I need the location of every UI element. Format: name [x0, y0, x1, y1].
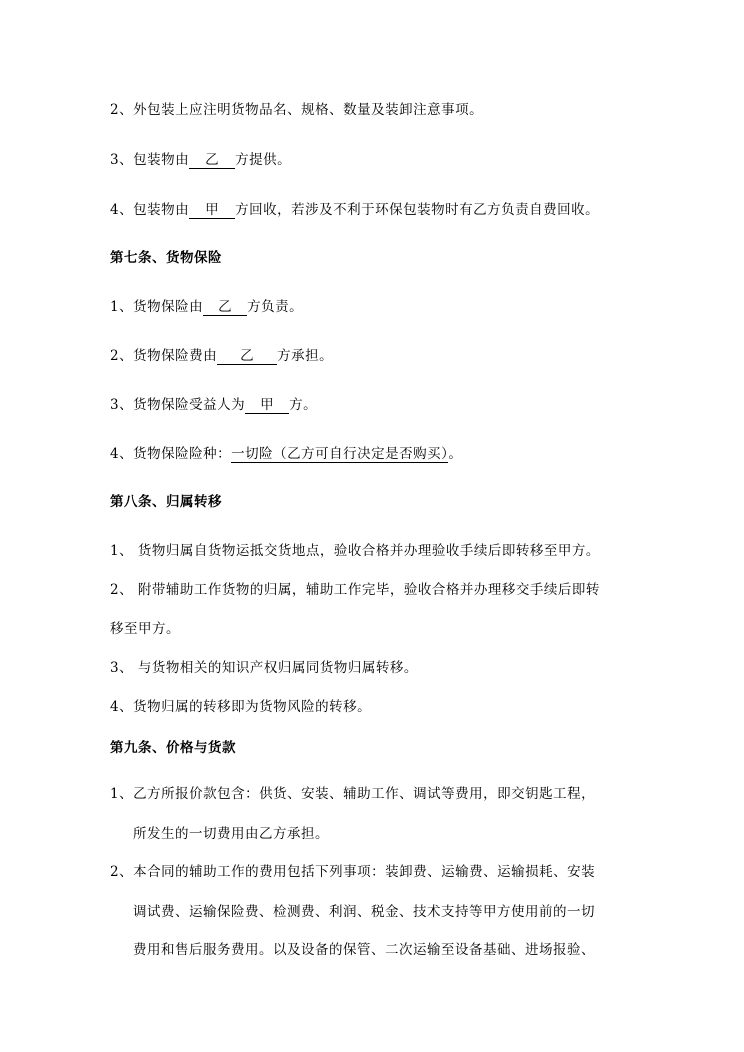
clause-8-2-line2: 移至甲方。 [110, 621, 180, 637]
article-8-heading: 第八条、归属转移 [110, 494, 222, 510]
clause-6-3-post: 方提供。 [235, 152, 292, 168]
clause-8-4: 4、货物归属的转移即为货物风险的转移。 [110, 699, 372, 715]
clause-6-3-blank: 乙 [189, 153, 235, 169]
clause-6-4 [110, 198, 599, 219]
clause-7-2-post: 方承担。 [277, 348, 334, 364]
article-7-heading: 第七条、货物保险 [110, 250, 222, 266]
clause-7-2-blank: 乙 [217, 349, 277, 365]
clause-7-4-blank: 一切险（乙方可自行决定是否购买） [231, 446, 449, 462]
clause-9-1-line1: 1、乙方所报价款包含：供货、安装、辅助工作、调试等费用，即交钥匙工程， [110, 786, 596, 802]
clause-7-2-pre: 2、货物保险费由 [110, 348, 218, 364]
clause-7-1-post: 方负责。 [247, 299, 304, 315]
clause-7-3 [110, 393, 317, 414]
article-9-heading: 第九条、价格与货款 [110, 740, 236, 756]
clause-7-4 [110, 442, 462, 462]
clause-9-2-line1: 2、本合同的辅助工作的费用包括下列事项：装卸费、运输费、运输损耗、安装 [110, 864, 596, 880]
clause-6-2: 2、外包装上应注明货物品名、规格、数量及装卸注意事项。 [110, 102, 484, 118]
clause-8-1: 1、 货物归属自货物运抵交货地点，验收合格并办理验收手续后即转移至甲方。 [110, 543, 600, 559]
clause-7-1 [110, 295, 303, 316]
clause-8-3: 3、 与货物相关的知识产权归属同货物归属转移。 [110, 660, 418, 676]
clause-7-2 [110, 344, 333, 365]
clause-7-1-blank: 乙 [203, 300, 247, 316]
clause-7-3-blank: 甲 [245, 398, 289, 414]
clause-6-3 [110, 148, 291, 169]
clause-9-1-line2: 所发生的一切费用由乙方承担。 [133, 826, 329, 842]
clause-7-4-pre: 4、货物保险险种： [110, 446, 232, 462]
clause-7-4-post: 。 [448, 446, 463, 462]
clause-6-4-blank: 甲 [189, 203, 235, 219]
clause-6-4-pre: 4、包装物由 [110, 202, 190, 218]
clause-7-1-pre: 1、货物保险由 [110, 299, 204, 315]
clause-7-3-pre: 3、货物保险受益人为 [110, 397, 246, 413]
clause-6-4-post: 方回收，若涉及不利于环保包装物时有乙方负责自费回收。 [235, 202, 600, 218]
clause-9-2-line2: 调试费、运输保险费、检测费、利润、税金、技术支持等甲方使用前的一切 [133, 904, 595, 920]
clause-9-2-line3: 费用和售后服务费用。以及设备的保管、二次运输至设备基础、进场报验、 [133, 942, 595, 958]
clause-7-3-post: 方。 [289, 397, 318, 413]
clause-6-3-pre: 3、包装物由 [110, 152, 190, 168]
clause-8-2-line1: 2、 附带辅助工作货物的归属，辅助工作完毕，验收合格并办理移交手续后即转 [110, 582, 600, 598]
